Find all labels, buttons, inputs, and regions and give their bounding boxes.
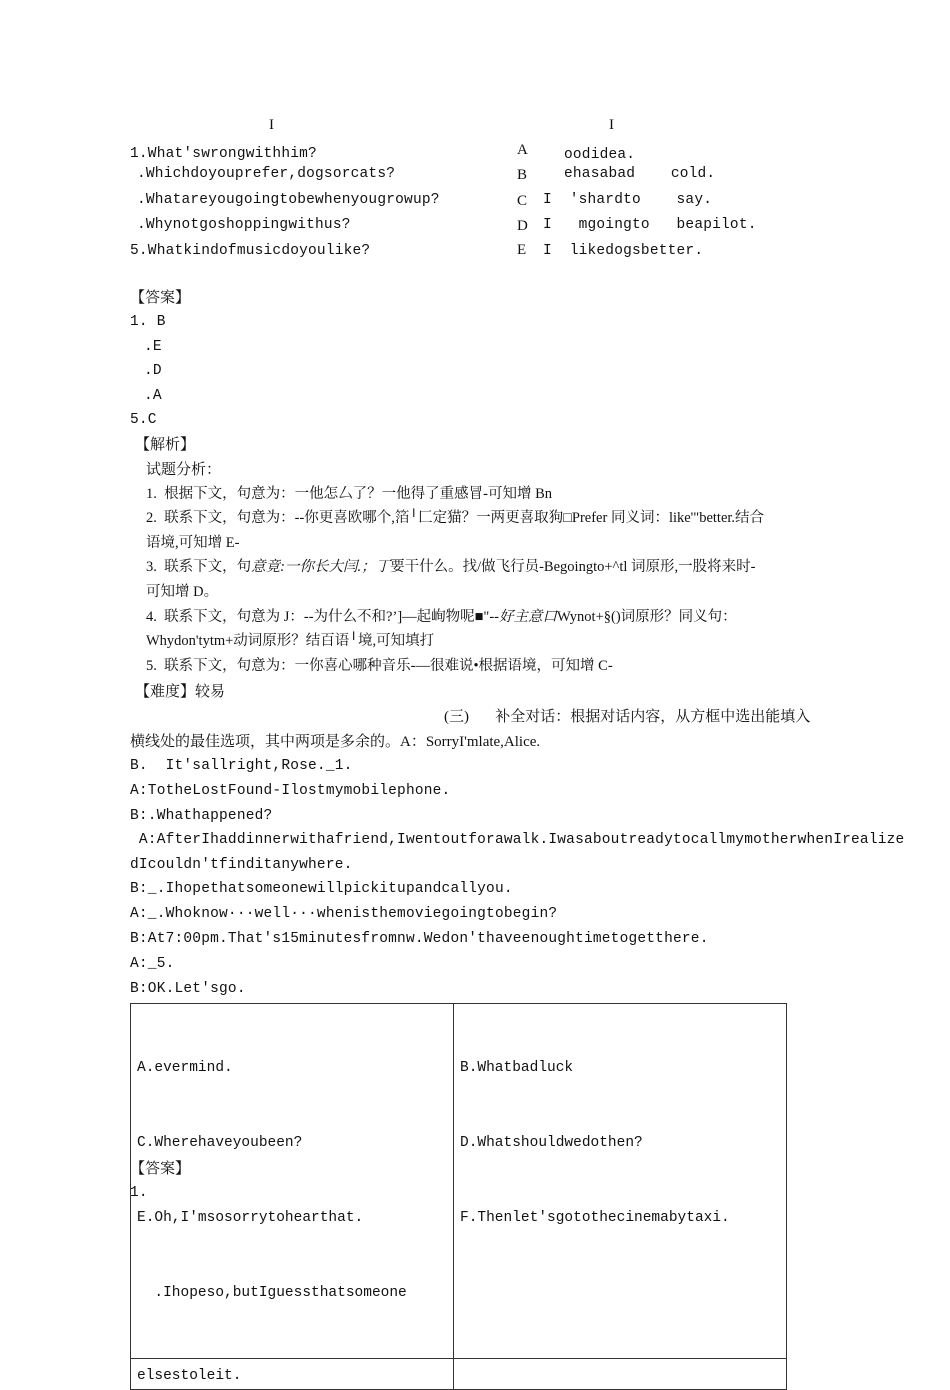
- option-g-continued: elsestoleit.: [137, 1368, 242, 1384]
- options-right-cell-2: [454, 1359, 787, 1390]
- analysis-line-2: 2. 联系下文，句意为：--你更喜欧哪个,箔╵匚定猫？一两更喜取狗□Prefer 同义词：like'"better.结合: [146, 510, 765, 526]
- column-header-right: I: [609, 117, 614, 133]
- answer-letter-c: C: [517, 193, 528, 209]
- dialogue-line-2: A:TotheLostFound-Ilostmymobilephone.: [130, 783, 451, 799]
- option-d: D.Whatshouldwedothen?: [460, 1135, 643, 1151]
- dialogue-line-8: B:At7:00pm.That's15minutesfromnw.Wedon'thaveenoughtimetogetthere.: [130, 931, 709, 947]
- column-header-left: I: [269, 117, 274, 133]
- analysis-heading: 【解析】: [135, 437, 196, 453]
- answer-heading-2: 【答案】: [130, 1161, 191, 1177]
- options-table: [130, 1003, 787, 1390]
- analysis-line-6-b: 好主意口: [498, 609, 557, 625]
- option-e: E.Oh,I'msosorrytohearthat.: [137, 1210, 364, 1226]
- analysis-line-4-c: 要干什么。找/做飞行员-Begoingto+^tl 词原形,一股将来时-: [390, 559, 756, 575]
- answer-text-a: oodidea.: [564, 147, 636, 163]
- options-right-cell: [454, 1004, 787, 1359]
- section-instruction: 横线处的最佳选项，其中两项是多余的。A：SorryI'mlate,Alice.: [130, 734, 541, 750]
- answer-item-4: .A: [144, 388, 162, 404]
- analysis-intro: 试题分析：: [146, 462, 222, 478]
- question-3: .Whatareyougoingtobewhenyougrowup?: [137, 192, 440, 208]
- difficulty: 【难度】较易: [135, 684, 226, 700]
- question-5: 5.Whatkindofmusicdoyoulike?: [130, 243, 371, 259]
- analysis-line-5: 可知增 D。: [146, 584, 219, 600]
- answer-item-3: .D: [144, 363, 162, 379]
- option-g: .Ihopeso,butIguessthatsomeone: [137, 1285, 407, 1301]
- question-1: 1.What'swrongwithhim?: [130, 146, 317, 162]
- options-left-cell: [131, 1004, 454, 1359]
- question-4: .Whynotgoshoppingwithus?: [137, 217, 351, 233]
- answer-item-5: 5.C: [130, 412, 157, 428]
- answer-text-b: ehasabad cold.: [564, 166, 716, 182]
- analysis-line-4: [146, 559, 755, 576]
- answer-text-d: I mgoingto beapilot.: [543, 217, 757, 233]
- dialogue-line-1: B. It'sallright,Rose._1.: [130, 758, 353, 774]
- analysis-line-7: Whydon'tytm+动词原形？结百语╵境,可知填打: [146, 633, 435, 649]
- analysis-line-8: 5. 联系下文，句意为：一你喜心哪种音乐-—很难说•根据语境，可知增 C-: [146, 658, 613, 674]
- answer-letter-e: E: [517, 242, 527, 258]
- analysis-line-6-a: 4. 联系下文，句意为 J：--为什么不和?’]—起峋物呢■"--: [146, 609, 499, 625]
- dialogue-line-10: B:OK.Let'sgo.: [130, 981, 246, 997]
- dialogue-line-9: A:_5.: [130, 956, 175, 972]
- answer-item-2: .E: [144, 339, 162, 355]
- option-f: F.Thenlet'sgotothecinemabytaxi.: [460, 1210, 730, 1226]
- answer-text-c: I 'shardto say.: [543, 192, 713, 208]
- option-c: C.Wherehaveyoubeen?: [137, 1135, 303, 1151]
- options-row: [131, 1359, 787, 1390]
- options-left-cell-2: [131, 1359, 454, 1390]
- answer-letter-d: D: [517, 218, 528, 234]
- analysis-line-3: 语境,可知增 E-: [146, 535, 240, 551]
- analysis-line-6-c: Wynot+§()词原形？同义句：: [556, 609, 737, 625]
- dialogue-line-3: B:.Whathappened?: [130, 808, 273, 824]
- analysis-line-1: 1. 根据下文，句意为：一他怎厶了？一他得了重感冒-可知增 Bn: [146, 486, 552, 502]
- answer-text-e: I likedogsbetter.: [543, 243, 704, 259]
- option-b: B.Whatbadluck: [460, 1060, 574, 1076]
- answer-letter-b: B: [517, 167, 528, 183]
- answer-letter-a: A: [517, 142, 528, 158]
- analysis-line-4-b: 意竟:一你长大闫.；丁: [251, 559, 391, 575]
- answer-item-1: 1. B: [130, 314, 166, 330]
- option-a: A.evermind.: [137, 1060, 233, 1076]
- analysis-line-4-a: 3. 联系下文，句: [146, 559, 252, 575]
- section-title: (三) 补全对话：根据对话内容，从方框中选出能填入: [444, 709, 811, 725]
- analysis-line-6: [146, 609, 737, 626]
- dialogue-line-5: dIcouldn'tfinditanywhere.: [130, 857, 353, 873]
- dialogue-line-7: A:_.Whoknow···well···whenisthemoviegoingtobegin?: [130, 906, 558, 922]
- dialogue-line-6: B:_.Ihopethatsomeonewillpickitupandcallyou.: [130, 881, 513, 897]
- answer-2-item-1: 1.: [130, 1185, 148, 1201]
- dialogue-line-4: A:AfterIhaddinnerwithafriend,Iwentoutforawalk.IwasaboutreadytocallmymotherwhenIrealize: [130, 832, 905, 848]
- answer-heading: 【答案】: [130, 290, 191, 306]
- options-row: [131, 1004, 787, 1359]
- question-2: .Whichdoyouprefer,dogsorcats?: [137, 166, 396, 182]
